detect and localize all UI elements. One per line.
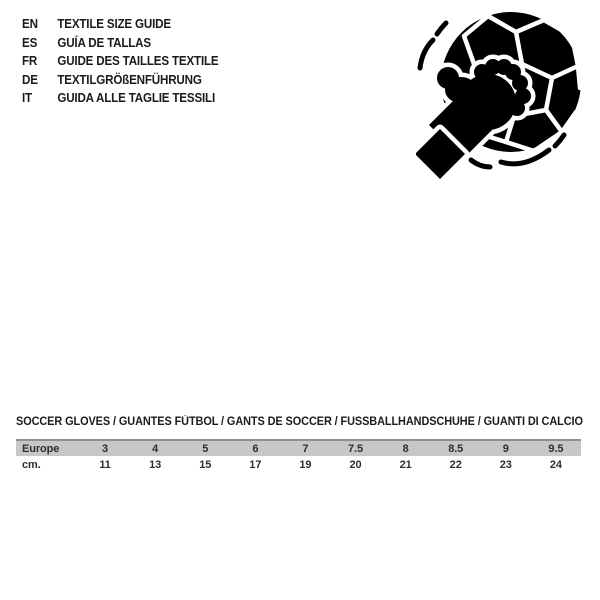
row-label-europe: Europe <box>22 442 60 455</box>
list-item <box>22 34 218 53</box>
cm-cell: 15 <box>199 459 212 471</box>
size-cell: 9 <box>502 442 509 455</box>
size-cell: 6 <box>252 442 259 455</box>
goalkeeper-glove-soccer-ball-icon <box>416 2 586 184</box>
cm-cell: 23 <box>499 459 512 471</box>
size-cell: 7 <box>302 442 309 455</box>
guide-title-fr: GUIDE DES TAILLES TEXTILE <box>57 54 219 68</box>
table-row-cm <box>16 456 581 474</box>
motion-arc-top-left <box>420 23 446 68</box>
size-cell: 8 <box>402 442 409 455</box>
cm-cell: 13 <box>149 459 162 471</box>
size-cell: 8.5 <box>448 442 464 455</box>
language-code: EN <box>22 17 38 31</box>
language-guide-list <box>22 15 218 108</box>
guide-title-en: TEXTILE SIZE GUIDE <box>57 17 171 31</box>
list-item <box>22 15 218 34</box>
cm-cell: 17 <box>249 459 262 471</box>
cm-cell: 11 <box>99 459 111 471</box>
language-code: ES <box>22 35 38 50</box>
cm-cell: 19 <box>299 459 312 471</box>
cm-cell: 21 <box>399 459 412 471</box>
table-row-europe <box>16 440 581 456</box>
glove-ball-svg <box>416 2 586 184</box>
cm-cell: 22 <box>449 459 462 471</box>
list-item <box>22 71 218 90</box>
cm-cell: 24 <box>549 459 562 471</box>
language-code: FR <box>22 54 38 68</box>
guide-title-es: GUÍA DE TALLAS <box>57 35 151 50</box>
language-code: IT <box>22 91 32 105</box>
size-cell: 9.5 <box>548 442 564 455</box>
row-label-cm: cm. <box>22 459 41 471</box>
cm-cell: 20 <box>349 459 362 471</box>
size-cell: 7.5 <box>348 442 364 455</box>
size-cell: 4 <box>152 442 159 455</box>
size-cell: 3 <box>102 442 109 455</box>
guide-title-de: TEXTILGRÖßENFÜHRUNG <box>57 72 202 87</box>
list-item <box>22 52 218 71</box>
size-table-title: SOCCER GLOVES / GUANTES FÚTBOL / GANTS DE SOCCER / FUSSBALLHANDSCHUHE / GUANTI DI CALCIO <box>16 416 583 428</box>
list-item <box>22 89 218 108</box>
guide-title-it: GUIDA ALLE TAGLIE TESSILI <box>57 91 216 105</box>
size-cell: 5 <box>202 442 209 455</box>
size-guide-section <box>16 416 582 474</box>
language-code: DE <box>22 72 38 87</box>
size-table <box>16 439 581 474</box>
